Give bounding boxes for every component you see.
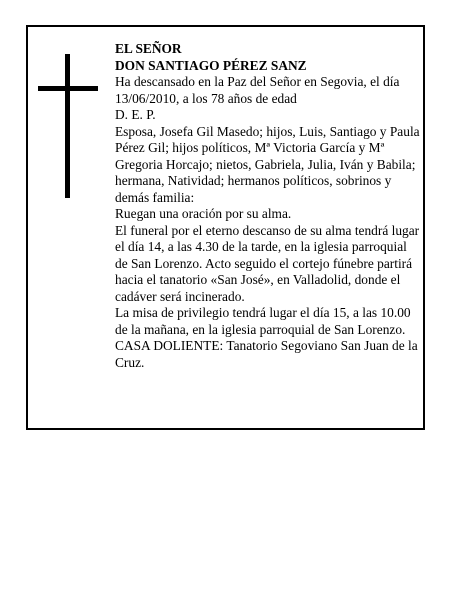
notice-prayer-request: Ruegan una oración por su alma. — [115, 206, 292, 221]
notice-family: Esposa, Josefa Gil Masedo; hijos, Luis, Santiago y Paula Pérez Gil; hijos políticos, Mª Victoria García y Mª Gregoria Horcajo; nietos, Gabriela, Julia, Iván y Babila; hermana, Natividad; hermanos políticos, sobrinos y demás familia: — [115, 123, 420, 205]
cross-vertical-bar — [65, 54, 70, 198]
notice-mourning-house: CASA DOLIENTE: Tanatorio Segoviano San Juan de la Cruz. — [115, 338, 418, 370]
notice-text — [115, 41, 420, 371]
notice-heading-name: DON SANTIAGO PÉREZ SANZ — [115, 57, 307, 73]
notice-rip: D. E. P. — [115, 107, 156, 122]
cross-horizontal-bar — [38, 86, 98, 91]
notice-mass-details: La misa de privilegio tendrá lugar el día 15, a las 10.00 de la mañana, en la iglesia parroquial de San Lorenzo. — [115, 305, 411, 337]
obituary-notice — [26, 25, 425, 430]
cross-icon — [38, 54, 100, 198]
notice-death-announcement: Ha descansado en la Paz del Señor en Segovia, el día 13/06/2010, a los 78 años de edad — [115, 74, 400, 106]
notice-funeral-details: El funeral por el eterno descanso de su alma tendrá lugar el día 14, a las 4.30 de la tarde, en la iglesia parroquial de San Lorenzo. Acto seguido el cortejo fúnebre partirá hacia el tanatorio «San José», en Valladolid, donde el cadáver será incinerado. — [115, 222, 420, 304]
notice-heading-title: EL SEÑOR — [115, 41, 182, 56]
